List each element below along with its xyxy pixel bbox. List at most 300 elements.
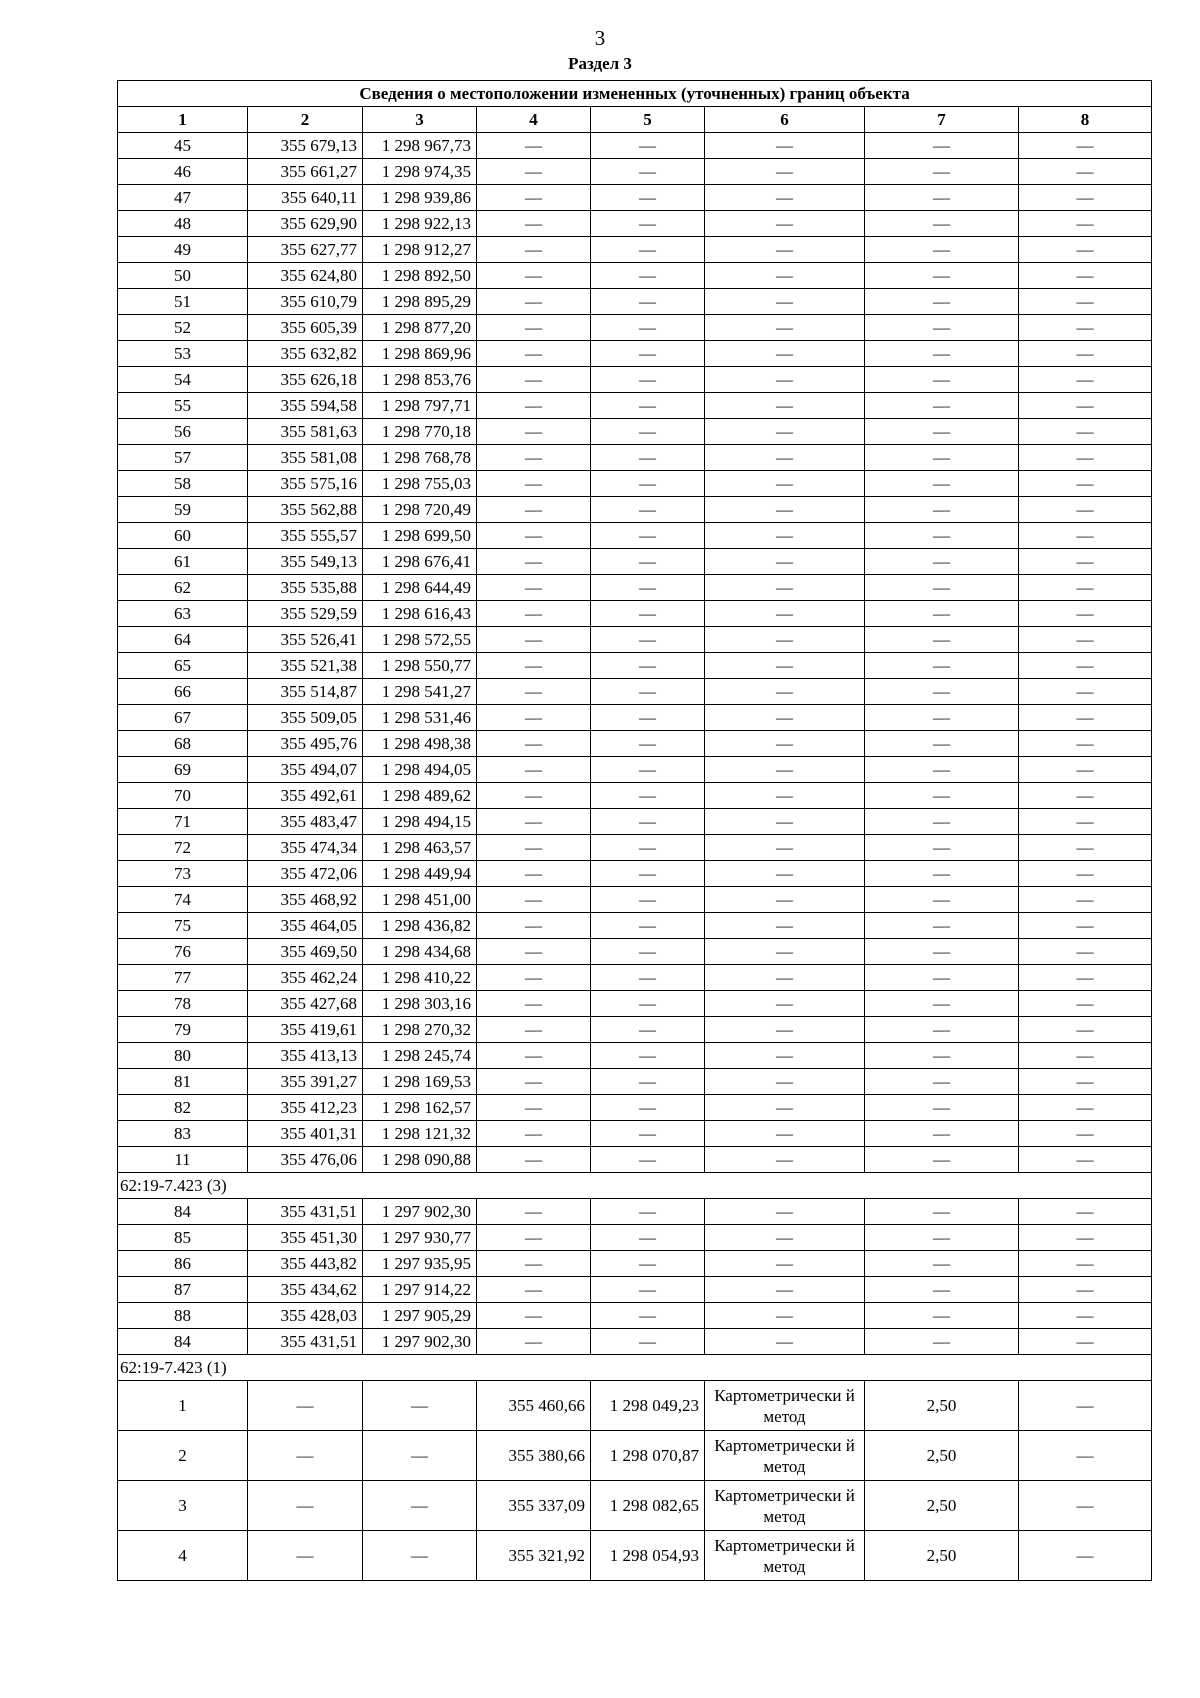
empty-value-cell: — <box>1019 185 1152 211</box>
empty-value-cell: — <box>477 1225 591 1251</box>
coord-y-cell: 1 297 930,77 <box>363 1225 477 1251</box>
coord-y-cell: 1 298 434,68 <box>363 939 477 965</box>
empty-value-cell: — <box>477 1147 591 1173</box>
coord-y-cell: 1 298 410,22 <box>363 965 477 991</box>
empty-value-cell: — <box>1019 861 1152 887</box>
empty-value-cell: — <box>705 939 865 965</box>
empty-value-cell: — <box>591 237 705 263</box>
table-row <box>118 1121 1152 1147</box>
empty-value-cell: — <box>1019 1199 1152 1225</box>
table-row <box>118 159 1152 185</box>
empty-value-cell: — <box>477 471 591 497</box>
empty-value-cell: — <box>705 159 865 185</box>
empty-value-cell: — <box>865 315 1019 341</box>
coord-x-cell: 355 535,88 <box>248 575 363 601</box>
empty-value-cell: — <box>865 887 1019 913</box>
empty-value-cell: — <box>705 965 865 991</box>
accuracy-cell: 2,50 <box>865 1531 1019 1581</box>
empty-value-cell: — <box>865 341 1019 367</box>
point-number-cell: 84 <box>118 1199 248 1225</box>
group-header-row <box>118 1173 1152 1199</box>
empty-value-cell: — <box>591 445 705 471</box>
table-row <box>118 991 1152 1017</box>
empty-value-cell: — <box>1019 601 1152 627</box>
empty-value-cell: — <box>591 809 705 835</box>
point-number-cell: 62 <box>118 575 248 601</box>
empty-value-cell: — <box>477 627 591 653</box>
empty-value-cell: — <box>705 783 865 809</box>
table-row <box>118 861 1152 887</box>
table-row <box>118 1199 1152 1225</box>
table-row <box>118 1147 1152 1173</box>
coord-x-cell: 355 549,13 <box>248 549 363 575</box>
coord-x-cell: 355 494,07 <box>248 757 363 783</box>
empty-value-cell: — <box>1019 341 1152 367</box>
empty-value-cell: — <box>477 835 591 861</box>
empty-value-cell: — <box>477 601 591 627</box>
point-number-cell: 85 <box>118 1225 248 1251</box>
column-header-1: 1 <box>118 107 248 133</box>
point-number-cell: 66 <box>118 679 248 705</box>
empty-value-cell: — <box>1019 783 1152 809</box>
empty-value-cell: — <box>477 679 591 705</box>
table-row <box>118 913 1152 939</box>
coord-x-cell: 355 626,18 <box>248 367 363 393</box>
contour-label-cell: 62:19-7.423 (3) <box>118 1173 1152 1199</box>
table-row <box>118 575 1152 601</box>
empty-value-cell: — <box>705 1303 865 1329</box>
empty-value-cell: — <box>865 627 1019 653</box>
point-number-cell: 2 <box>118 1431 248 1481</box>
coord-y-cell: 1 298 770,18 <box>363 419 477 445</box>
table-row <box>118 757 1152 783</box>
point-number-cell: 74 <box>118 887 248 913</box>
table-row <box>118 1531 1152 1581</box>
table-row <box>118 393 1152 419</box>
coord-x-cell: 355 495,76 <box>248 731 363 757</box>
empty-value-cell: — <box>248 1431 363 1481</box>
new-coord-y-cell: 1 298 054,93 <box>591 1531 705 1581</box>
empty-value-cell: — <box>705 835 865 861</box>
coord-y-cell: 1 298 616,43 <box>363 601 477 627</box>
empty-value-cell: — <box>248 1381 363 1431</box>
point-number-cell: 45 <box>118 133 248 159</box>
empty-value-cell: — <box>1019 549 1152 575</box>
coord-x-cell: 355 401,31 <box>248 1121 363 1147</box>
empty-value-cell: — <box>477 237 591 263</box>
section-title: Раздел 3 <box>568 54 632 73</box>
table-row <box>118 1481 1152 1531</box>
empty-value-cell: — <box>591 653 705 679</box>
table-row <box>118 211 1152 237</box>
empty-value-cell: — <box>865 471 1019 497</box>
point-number-cell: 57 <box>118 445 248 471</box>
empty-value-cell: — <box>1019 523 1152 549</box>
empty-value-cell: — <box>705 497 865 523</box>
empty-value-cell: — <box>865 913 1019 939</box>
column-header-3: 3 <box>363 107 477 133</box>
empty-value-cell: — <box>1019 1381 1152 1431</box>
table-row <box>118 1251 1152 1277</box>
empty-value-cell: — <box>865 1225 1019 1251</box>
point-number-cell: 60 <box>118 523 248 549</box>
empty-value-cell: — <box>705 757 865 783</box>
coord-x-cell: 355 661,27 <box>248 159 363 185</box>
empty-value-cell: — <box>865 835 1019 861</box>
empty-value-cell: — <box>477 367 591 393</box>
empty-value-cell: — <box>705 1251 865 1277</box>
table-row <box>118 523 1152 549</box>
table-row <box>118 263 1152 289</box>
coord-y-cell: 1 298 912,27 <box>363 237 477 263</box>
table-row <box>118 835 1152 861</box>
boundary-coordinates-table <box>117 80 1152 1581</box>
empty-value-cell: — <box>1019 445 1152 471</box>
empty-value-cell: — <box>477 809 591 835</box>
point-number-cell: 52 <box>118 315 248 341</box>
empty-value-cell: — <box>865 991 1019 1017</box>
empty-value-cell: — <box>477 1277 591 1303</box>
empty-value-cell: — <box>1019 393 1152 419</box>
empty-value-cell: — <box>477 1251 591 1277</box>
empty-value-cell: — <box>1019 1303 1152 1329</box>
empty-value-cell: — <box>705 445 865 471</box>
accuracy-cell: 2,50 <box>865 1481 1019 1531</box>
column-header-4: 4 <box>477 107 591 133</box>
empty-value-cell: — <box>591 1303 705 1329</box>
table-row <box>118 497 1152 523</box>
empty-value-cell: — <box>591 419 705 445</box>
coord-x-cell: 355 521,38 <box>248 653 363 679</box>
empty-value-cell: — <box>477 133 591 159</box>
empty-value-cell: — <box>705 523 865 549</box>
coord-y-cell: 1 298 550,77 <box>363 653 477 679</box>
empty-value-cell: — <box>705 315 865 341</box>
table-row <box>118 367 1152 393</box>
empty-value-cell: — <box>865 601 1019 627</box>
coord-x-cell: 355 575,16 <box>248 471 363 497</box>
table-row <box>118 185 1152 211</box>
accuracy-cell: 2,50 <box>865 1381 1019 1431</box>
coord-y-cell: 1 298 303,16 <box>363 991 477 1017</box>
method-cell: Картометрически й метод <box>705 1531 865 1581</box>
point-number-cell: 63 <box>118 601 248 627</box>
empty-value-cell: — <box>477 211 591 237</box>
empty-value-cell: — <box>705 341 865 367</box>
coord-x-cell: 355 412,23 <box>248 1095 363 1121</box>
empty-value-cell: — <box>591 1069 705 1095</box>
empty-value-cell: — <box>865 445 1019 471</box>
empty-value-cell: — <box>865 653 1019 679</box>
coord-x-cell: 355 469,50 <box>248 939 363 965</box>
empty-value-cell: — <box>865 757 1019 783</box>
empty-value-cell: — <box>1019 705 1152 731</box>
empty-value-cell: — <box>591 731 705 757</box>
empty-value-cell: — <box>705 1147 865 1173</box>
empty-value-cell: — <box>1019 1481 1152 1531</box>
empty-value-cell: — <box>705 1069 865 1095</box>
empty-value-cell: — <box>477 887 591 913</box>
empty-value-cell: — <box>1019 809 1152 835</box>
empty-value-cell: — <box>1019 939 1152 965</box>
point-number-cell: 46 <box>118 159 248 185</box>
coord-y-cell: 1 298 449,94 <box>363 861 477 887</box>
empty-value-cell: — <box>591 549 705 575</box>
group-header-row <box>118 1355 1152 1381</box>
point-number-cell: 58 <box>118 471 248 497</box>
coord-x-cell: 355 443,82 <box>248 1251 363 1277</box>
empty-value-cell: — <box>248 1481 363 1531</box>
point-number-cell: 53 <box>118 341 248 367</box>
empty-value-cell: — <box>363 1481 477 1531</box>
empty-value-cell: — <box>591 783 705 809</box>
empty-value-cell: — <box>591 341 705 367</box>
coord-y-cell: 1 298 245,74 <box>363 1043 477 1069</box>
coord-y-cell: 1 297 902,30 <box>363 1199 477 1225</box>
empty-value-cell: — <box>477 913 591 939</box>
coord-y-cell: 1 298 755,03 <box>363 471 477 497</box>
empty-value-cell: — <box>865 1017 1019 1043</box>
empty-value-cell: — <box>591 601 705 627</box>
empty-value-cell: — <box>705 913 865 939</box>
method-cell: Картометрически й метод <box>705 1431 865 1481</box>
empty-value-cell: — <box>591 1199 705 1225</box>
coord-x-cell: 355 594,58 <box>248 393 363 419</box>
coord-x-cell: 355 492,61 <box>248 783 363 809</box>
empty-value-cell: — <box>1019 1329 1152 1355</box>
empty-value-cell: — <box>1019 315 1152 341</box>
coord-x-cell: 355 431,51 <box>248 1329 363 1355</box>
table-row <box>118 679 1152 705</box>
point-number-cell: 68 <box>118 731 248 757</box>
empty-value-cell: — <box>477 653 591 679</box>
empty-value-cell: — <box>705 1043 865 1069</box>
coord-x-cell: 355 581,63 <box>248 419 363 445</box>
table-row <box>118 627 1152 653</box>
table-row <box>118 1225 1152 1251</box>
empty-value-cell: — <box>1019 133 1152 159</box>
empty-value-cell: — <box>477 315 591 341</box>
point-number-cell: 86 <box>118 1251 248 1277</box>
point-number-cell: 88 <box>118 1303 248 1329</box>
empty-value-cell: — <box>591 471 705 497</box>
point-number-cell: 65 <box>118 653 248 679</box>
coord-x-cell: 355 562,88 <box>248 497 363 523</box>
table-row <box>118 731 1152 757</box>
empty-value-cell: — <box>477 731 591 757</box>
empty-value-cell: — <box>1019 887 1152 913</box>
coord-y-cell: 1 297 935,95 <box>363 1251 477 1277</box>
coord-x-cell: 355 413,13 <box>248 1043 363 1069</box>
empty-value-cell: — <box>1019 1095 1152 1121</box>
table-row <box>118 1381 1152 1431</box>
empty-value-cell: — <box>705 1017 865 1043</box>
coord-y-cell: 1 298 644,49 <box>363 575 477 601</box>
empty-value-cell: — <box>1019 1277 1152 1303</box>
point-number-cell: 71 <box>118 809 248 835</box>
empty-value-cell: — <box>477 991 591 1017</box>
empty-value-cell: — <box>477 419 591 445</box>
point-number-cell: 80 <box>118 1043 248 1069</box>
empty-value-cell: — <box>705 809 865 835</box>
empty-value-cell: — <box>477 1121 591 1147</box>
coord-x-cell: 355 391,27 <box>248 1069 363 1095</box>
coord-x-cell: 355 509,05 <box>248 705 363 731</box>
empty-value-cell: — <box>705 861 865 887</box>
empty-value-cell: — <box>705 731 865 757</box>
coord-y-cell: 1 298 768,78 <box>363 445 477 471</box>
point-number-cell: 55 <box>118 393 248 419</box>
empty-value-cell: — <box>1019 653 1152 679</box>
empty-value-cell: — <box>705 393 865 419</box>
coord-y-cell: 1 298 494,15 <box>363 809 477 835</box>
empty-value-cell: — <box>1019 1147 1152 1173</box>
point-number-cell: 67 <box>118 705 248 731</box>
coord-y-cell: 1 298 121,32 <box>363 1121 477 1147</box>
empty-value-cell: — <box>705 679 865 705</box>
coord-x-cell: 355 526,41 <box>248 627 363 653</box>
empty-value-cell: — <box>865 393 1019 419</box>
point-number-cell: 61 <box>118 549 248 575</box>
empty-value-cell: — <box>591 211 705 237</box>
empty-value-cell: — <box>477 1017 591 1043</box>
column-header-5: 5 <box>591 107 705 133</box>
empty-value-cell: — <box>705 185 865 211</box>
empty-value-cell: — <box>591 1095 705 1121</box>
empty-value-cell: — <box>1019 1121 1152 1147</box>
point-number-cell: 69 <box>118 757 248 783</box>
coord-y-cell: 1 298 169,53 <box>363 1069 477 1095</box>
table-row <box>118 1431 1152 1481</box>
point-number-cell: 56 <box>118 419 248 445</box>
coord-x-cell: 355 679,13 <box>248 133 363 159</box>
point-number-cell: 83 <box>118 1121 248 1147</box>
table-row <box>118 653 1152 679</box>
empty-value-cell: — <box>363 1531 477 1581</box>
table-row <box>118 133 1152 159</box>
coord-x-cell: 355 431,51 <box>248 1199 363 1225</box>
empty-value-cell: — <box>1019 575 1152 601</box>
empty-value-cell: — <box>591 1043 705 1069</box>
empty-value-cell: — <box>705 1225 865 1251</box>
empty-value-cell: — <box>477 757 591 783</box>
empty-value-cell: — <box>477 263 591 289</box>
empty-value-cell: — <box>865 939 1019 965</box>
empty-value-cell: — <box>591 1251 705 1277</box>
column-header-7: 7 <box>865 107 1019 133</box>
empty-value-cell: — <box>248 1531 363 1581</box>
empty-value-cell: — <box>477 497 591 523</box>
empty-value-cell: — <box>865 705 1019 731</box>
column-header-8: 8 <box>1019 107 1152 133</box>
empty-value-cell: — <box>865 861 1019 887</box>
coord-y-cell: 1 298 877,20 <box>363 315 477 341</box>
empty-value-cell: — <box>477 575 591 601</box>
empty-value-cell: — <box>865 523 1019 549</box>
coord-x-cell: 355 472,06 <box>248 861 363 887</box>
empty-value-cell: — <box>477 445 591 471</box>
empty-value-cell: — <box>1019 1069 1152 1095</box>
empty-value-cell: — <box>1019 1531 1152 1581</box>
empty-value-cell: — <box>477 705 591 731</box>
empty-value-cell: — <box>1019 1225 1152 1251</box>
point-number-cell: 54 <box>118 367 248 393</box>
coord-x-cell: 355 464,05 <box>248 913 363 939</box>
new-coord-x-cell: 355 460,66 <box>477 1381 591 1431</box>
table-row <box>118 887 1152 913</box>
empty-value-cell: — <box>477 1199 591 1225</box>
empty-value-cell: — <box>477 185 591 211</box>
empty-value-cell: — <box>865 133 1019 159</box>
table-row <box>118 445 1152 471</box>
method-cell: Картометрически й метод <box>705 1381 865 1431</box>
empty-value-cell: — <box>591 913 705 939</box>
empty-value-cell: — <box>705 289 865 315</box>
coord-x-cell: 355 514,87 <box>248 679 363 705</box>
empty-value-cell: — <box>591 367 705 393</box>
coord-x-cell: 355 419,61 <box>248 1017 363 1043</box>
empty-value-cell: — <box>865 263 1019 289</box>
empty-value-cell: — <box>1019 263 1152 289</box>
empty-value-cell: — <box>591 133 705 159</box>
empty-value-cell: — <box>865 185 1019 211</box>
empty-value-cell: — <box>865 289 1019 315</box>
empty-value-cell: — <box>705 1095 865 1121</box>
empty-value-cell: — <box>1019 1251 1152 1277</box>
coord-x-cell: 355 629,90 <box>248 211 363 237</box>
empty-value-cell: — <box>865 1043 1019 1069</box>
empty-value-cell: — <box>1019 991 1152 1017</box>
accuracy-cell: 2,50 <box>865 1431 1019 1481</box>
coord-x-cell: 355 624,80 <box>248 263 363 289</box>
table-row <box>118 601 1152 627</box>
table-row <box>118 1017 1152 1043</box>
empty-value-cell: — <box>591 315 705 341</box>
empty-value-cell: — <box>591 627 705 653</box>
column-header-6: 6 <box>705 107 865 133</box>
empty-value-cell: — <box>705 627 865 653</box>
table-row <box>118 1069 1152 1095</box>
empty-value-cell: — <box>865 159 1019 185</box>
table-row <box>118 419 1152 445</box>
empty-value-cell: — <box>1019 367 1152 393</box>
empty-value-cell: — <box>1019 913 1152 939</box>
empty-value-cell: — <box>591 289 705 315</box>
coord-x-cell: 355 605,39 <box>248 315 363 341</box>
empty-value-cell: — <box>477 1043 591 1069</box>
empty-value-cell: — <box>865 965 1019 991</box>
coord-y-cell: 1 298 869,96 <box>363 341 477 367</box>
coord-y-cell: 1 298 939,86 <box>363 185 477 211</box>
new-coord-x-cell: 355 337,09 <box>477 1481 591 1531</box>
empty-value-cell: — <box>705 1121 865 1147</box>
point-number-cell: 76 <box>118 939 248 965</box>
table-row <box>118 315 1152 341</box>
empty-value-cell: — <box>591 1277 705 1303</box>
empty-value-cell: — <box>591 393 705 419</box>
coord-x-cell: 355 428,03 <box>248 1303 363 1329</box>
table-row <box>118 1277 1152 1303</box>
coord-y-cell: 1 298 895,29 <box>363 289 477 315</box>
empty-value-cell: — <box>1019 731 1152 757</box>
coord-x-cell: 355 462,24 <box>248 965 363 991</box>
empty-value-cell: — <box>865 367 1019 393</box>
empty-value-cell: — <box>705 1199 865 1225</box>
coord-x-cell: 355 434,62 <box>248 1277 363 1303</box>
table-row <box>118 471 1152 497</box>
empty-value-cell: — <box>705 601 865 627</box>
empty-value-cell: — <box>477 289 591 315</box>
